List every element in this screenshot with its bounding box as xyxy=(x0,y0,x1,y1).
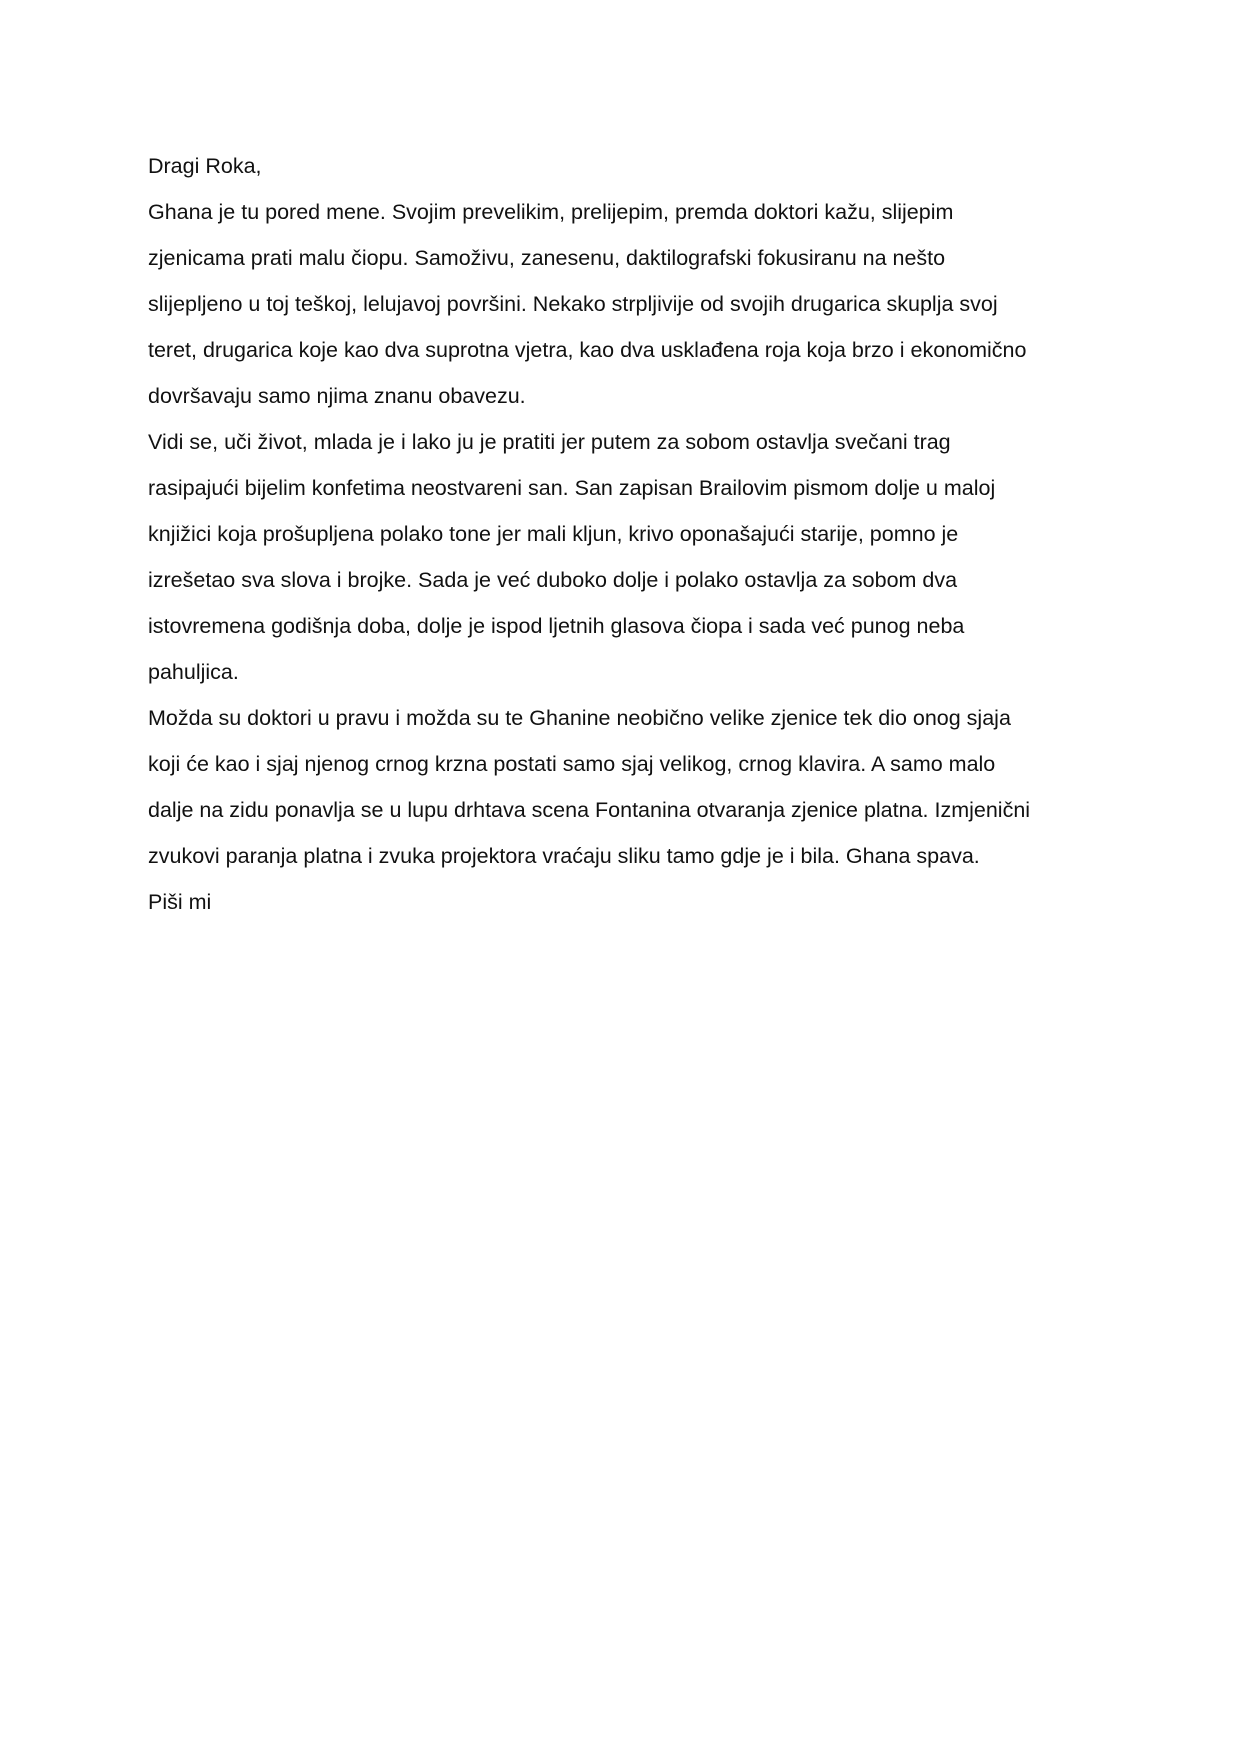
letter-body xyxy=(148,143,1108,925)
letter-closing: Piši mi xyxy=(148,890,212,914)
letter-greeting: Dragi Roka, xyxy=(148,154,262,178)
letter-line: Možda su doktori u pravu i možda su te Ghanine neobično velike zjenice tek dio onog sjaja xyxy=(148,706,1011,730)
letter-line: knjižici koja prošupljena polako tone jer mali kljun, krivo oponašajući starije, pomno je xyxy=(148,522,959,546)
letter-line: istovremena godišnja doba, dolje je ispod ljetnih glasova čiopa i sada već punog neba xyxy=(148,614,965,638)
letter-line: zvukovi paranja platna i zvuka projektora vraćaju sliku tamo gdje je i bila. Ghana spava. xyxy=(148,844,980,868)
letter-line: rasipajući bijelim konfetima neostvareni san. San zapisan Brailovim pismom dolje u maloj xyxy=(148,476,996,500)
letter-line: slijepljeno u toj teškoj, lelujavoj površini. Nekako strpljivije od svojih drugarica skuplja svoj xyxy=(148,292,998,316)
letter-line: zjenicama prati malu čiopu. Samoživu, zanesenu, daktilografski fokusiranu na nešto xyxy=(148,246,946,270)
letter-line: Vidi se, uči život, mlada je i lako ju je pratiti jer putem za sobom ostavlja svečani trag xyxy=(148,430,951,454)
letter-line: teret, drugarica koje kao dva suprotna vjetra, kao dva usklađena roja koja brzo i ekonomično xyxy=(148,338,1027,362)
letter-line: izrešetao sva slova i brojke. Sada je već duboko dolje i polako ostavlja za sobom dva xyxy=(148,568,958,592)
letter-line: koji će kao i sjaj njenog crnog krzna postati samo sjaj velikog, crnog klavira. A samo malo xyxy=(148,752,996,776)
letter-line: Ghana je tu pored mene. Svojim prevelikim, prelijepim, premda doktori kažu, slijepim xyxy=(148,200,954,224)
letter-line: pahuljica. xyxy=(148,660,239,684)
letter-line: dovršavaju samo njima znanu obavezu. xyxy=(148,384,526,408)
letter-line: dalje na zidu ponavlja se u lupu drhtava scena Fontanina otvaranja zjenice platna. Izmjenični xyxy=(148,798,1031,822)
